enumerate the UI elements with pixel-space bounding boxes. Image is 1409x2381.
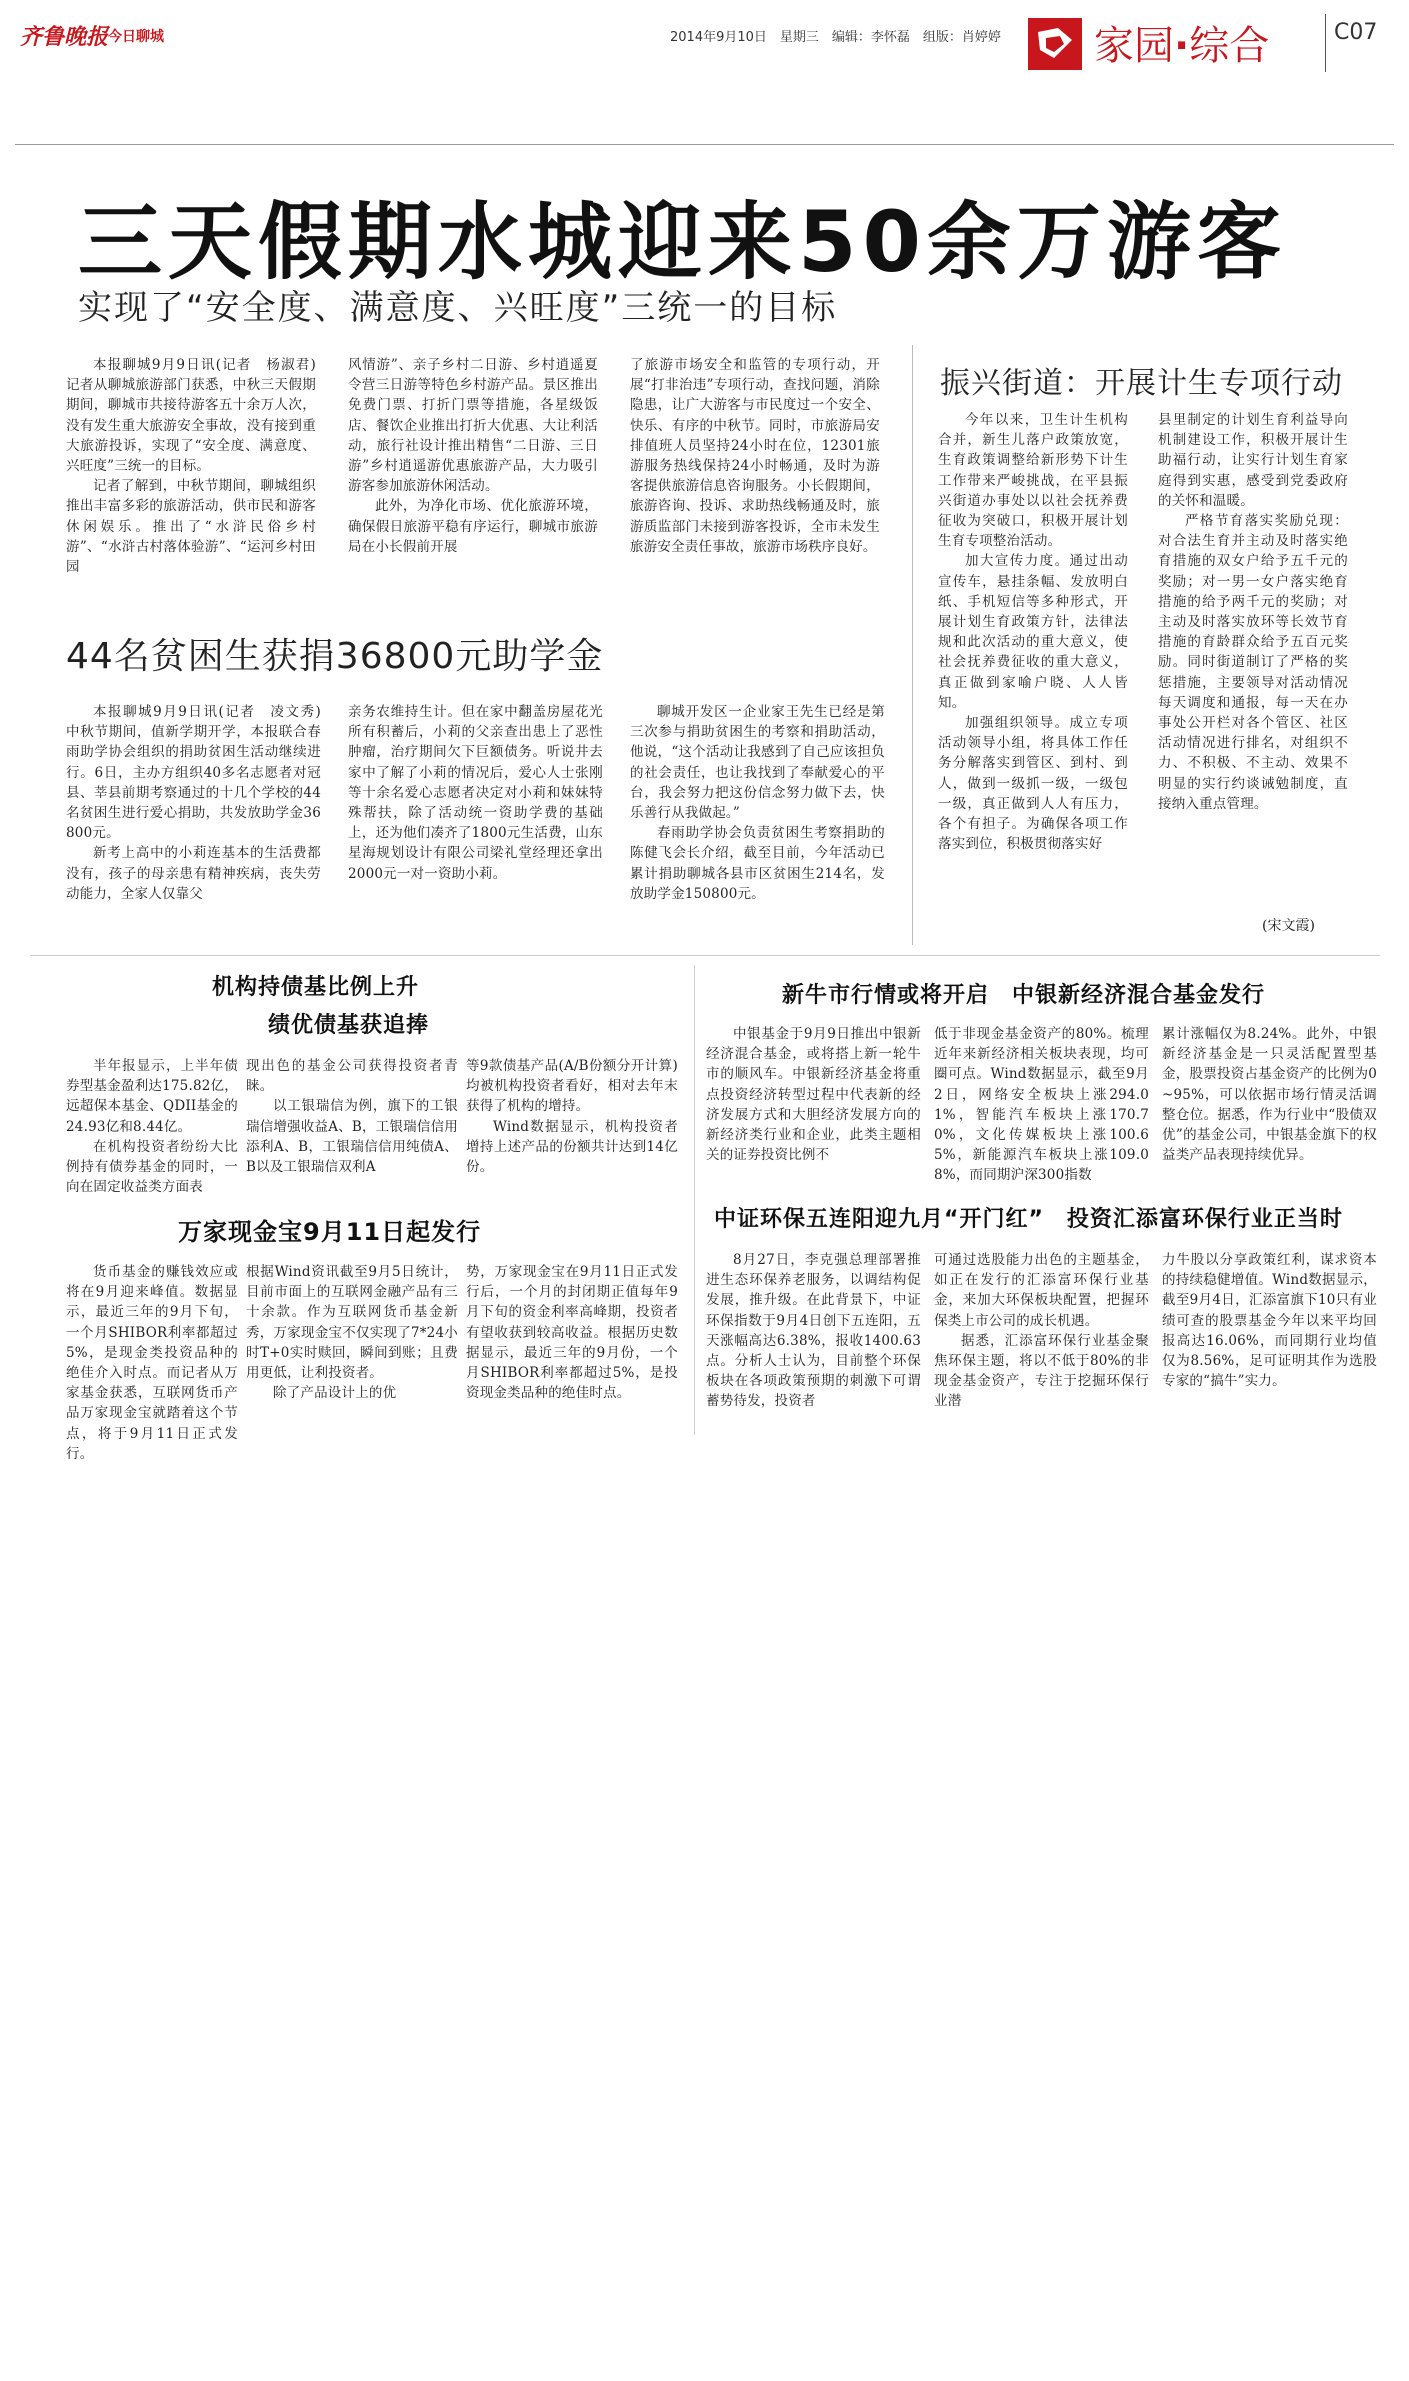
bonds-headline-1: 机构持债基比例上升 [212,975,420,1000]
boc-headline: 新牛市行情或将开启 中银新经济混合基金发行 [782,983,1266,1008]
page-number: C07 [1334,20,1378,45]
sidebar-credit: (宋文霞) [1262,918,1315,934]
lead-col-2: 风情游”、亲子乡村二日游、乡村逍遥夏令营三日游等特色乡村游产品。景区推出免费门票、打折门票等措施，各星级饭店、餐饮企业推出打折大优惠、大让利活动，旅行社设计推出精售“二日游、三日游”乡村逍遥游优惠旅游产品，大力吸引游客参加旅游休闲活动。 此外，为净化市场、优化旅游环境，确保假日旅游平稳有序运行，聊城市旅游局在小长假前开展 [348,357,598,555]
eco-col-3: 力牛股以分享政策红利，谋求资本的持续稳健增值。Wind数据显示，截至9月4日，汇添富旗下10只有业绩可查的股票基金今年以来平均回报高达16.06%，而同期行业均值仅为8.56%，足可证明其作为选股专家的“搞牛”实力。 [1162,1252,1377,1390]
lead-subheadline: 实现了“安全度、满意度、兴旺度”三统一的目标 [78,288,838,328]
poverty-headline: 44名贫困生获捐36800元助学金 [66,636,604,677]
date-info: 2014年9月10日 星期三 编辑：李怀磊 组版：肖婷婷 [670,30,1001,45]
eco-col-1: 8月27日，李克强总理部署推进生态环保养老服务，以调结构促发展，推升级。在此背景下，中证环保指数于9月4日创下五连阳，五天涨幅高达6.38%，报收1400.63点。分析人士认为，目前整个环保板块在各项政策预期的刺激下可谓蓄势待发，投资者 [706,1252,921,1410]
mid-rule [30,955,1380,956]
paper-logo: 齐鲁晚报 [20,24,109,50]
cash-headline: 万家现金宝9月11日起发行 [178,1218,482,1246]
cash-col-2: 根据Wind资讯截至9月5日统计，目前市面上的互联网金融产品有三十余款。作为互联网货币基金新秀，万家现金宝不仅实现了7*24小时T+0实时赎回，瞬间到账；且费用更低，让利投资者。 除了产品设计上的优 [246,1264,458,1402]
section-title: 家园·综合 [1094,23,1270,69]
sidebar-col-2: 县里制定的计划生育利益导向机制建设工作，积极开展计生助福行动，让实行计划生育家庭得到实惠，感受到党委政府的关怀和温暖。 严格节育落实奖励兑现：对合法生育并主动及时落实绝育措施的双女户给予五千元的奖励；对一男一女户落实绝育措施的给予两千元的奖励；对主动及时落实放环等长效节育措施的育龄群众给予五百元奖励。同时街道制订了严格的奖惩措施，主要领导对活动情况每天调度和通报，每一天在办事处公开栏对各个管区、社区活动情况进行排名，对组织不力、不积极、不主动、效果不明显的实行约谈诫勉制度，直接纳入重点管理。 [1158,412,1348,812]
lead-col-3: 了旅游市场安全和监管的专项行动，开展“打非治违”专项行动，查找问题，消除隐患，让广大游客与市民度过一个安全、快乐、有序的中秋节。同时，市旅游局安排值班人员坚持24小时在位，12301旅游服务热线保持24小时畅通，及时为游客提供旅游信息咨询服务。小长假期间，旅游咨询、投诉、求助热线畅通及时，旅游质监部门未接到游客投诉，全市未发生旅游安全责任事故，旅游市场秩序良好。 [630,357,880,555]
sidebar-col-1: 今年以来，卫生计生机构合并，新生儿落户政策放宽，生育政策调整给新形势下计生工作带来严峻挑战，在平县振兴街道办事处以以社会抚养费征收为突破口，积极开展计划生育专项整治活动。 加大宣传力度。通过出动宣传车，悬挂条幅、发放明白纸、手机短信等多种形式，开展计划生育政策方针，法律法规和此次活动的重大意义，使社会抚养费征收的重大意义，真正做到家喻户晓、人人皆知。 加强组织领导。成立专项活动领导小组，将具体工作任务分解落实到管区、到村、到人，做到一级抓一级，一级包一级，真正做到人人有压力，各个有担子。为确保各项工作落实到位，积极贯彻落实好 [938,412,1128,853]
red-folded-flag-icon [1028,18,1082,70]
lead-headline: 三天假期水城迎来50余万游客 [78,193,1287,291]
lead-col-1: 本报聊城9月9日讯(记者 杨淑君) 记者从聊城旅游部门获悉，中秋三天假期期间，聊城市共接待游客五十余万人次，没有发生重大旅游安全事故，没有接到重大旅游投诉，实现了“安全度、满意度、兴旺度”三统一的目标。 记者了解到，中秋节期间，聊城组织推出丰富多彩的旅游活动，供市民和游客休闲娱乐。推出了“水浒民俗乡村游”、“水浒古村落体验游”、“运河乡村田园 [66,357,330,576]
boc-col-3: 累计涨幅仅为8.24%。此外，中银新经济基金是一只灵活配置型基金，股票投资占基金资产的比例为0~95%，可以依据市场行情灵活调整仓位。据悉，作为行业中“股债双优”的基金公司，中银基金旗下的权益类产品表现持续优异。 [1162,1026,1377,1164]
boc-col-1: 中银基金于9月9日推出中银新经济混合基金，或将搭上新一轮牛市的顺风车。中银新经济基金将重点投资经济转型过程中代表新的经济发展方式和大胆经济发展方向的新经济类行业和企业，此类主题相关的证券投资比例不 [706,1026,921,1164]
cash-col-3: 势，万家现金宝在9月11日正式发行后，一个月的封闭期正值每年9月下旬的资金利率高峰期，投资者有望收获到较高收益。根据历史数据显示，最近三年的9月份，一个月SHIBOR利率都超过5%，是投资现金类品种的绝佳时点。 [466,1264,678,1402]
edition-name: 今日聊城 [108,29,164,45]
poverty-col-1: 本报聊城9月9日讯(记者 凌文秀) 中秋节期间，值新学期开学，本报联合春雨助学协会组织的捐助贫困生活动继续进行。6日，主办方组织40多名志愿者对冠县、莘县前期考察通过的十几个学校的44名贫困生进行爱心捐助，共发放助学金36800元。 新考上高中的小莉连基本的生活费都没有，孩子的母亲患有精神疾病，丧失劳动能力，全家人仅靠父 [66,704,335,902]
sidebar-divider [912,345,913,945]
poverty-col-3: 聊城开发区一企业家王先生已经是第三次参与捐助贫困生的考察和捐助活动，他说，“这个活动让我感到了自己应该担负的社会责任，也让我找到了奉献爱心的平台，我会努力把这份信念努力做下去，快乐善行从我做起。” 春雨助学协会负责贫困生考察捐助的陈健飞会长介绍，截至目前，今年活动已累计捐助聊城各县市区贫困生214名，发放助学金150800元。 [630,704,885,902]
bonds-col-1: 半年报显示，上半年债券型基金盈利达175.82亿，远超保本基金、QDII基金的24.93亿和8.44亿。 在机构投资者纷纷大比例持有债券基金的同时，一向在固定收益类方面表 [66,1058,238,1196]
sidebar-headline: 振兴街道：开展计生专项行动 [940,366,1343,401]
finance-divider [694,965,695,1435]
bonds-col-3: 等9款债基产品(A/B份额分开计算)均被机构投资者看好，相对去年末获得了机构的增持。 Wind数据显示，机构投资者增持上述产品的份额共计达到14亿份。 [466,1058,678,1176]
bonds-col-2: 现出色的基金公司获得投资者青睐。 以工银瑞信为例，旗下的工银瑞信增强收益A、B，工银瑞信信用添利A、B，工银瑞信信用纯债A、B以及工银瑞信双利A [246,1058,458,1176]
cash-col-1: 货币基金的赚钱效应或将在9月迎来峰值。数据显示，最近三年的9月下旬，一个月SHIBOR利率都超过5%，是现金类投资品种的绝佳介入时点。而记者从万家基金获悉，互联网货币产品万家现金宝就踏着这个节点，将于9月11日正式发行。 [66,1264,238,1462]
poverty-col-2: 亲务农维持生计。但在家中翻盖房屋花光所有积蓄后，小莉的父亲查出患上了恶性肿瘤，治疗期间欠下巨额债务。听说井去家中了解了小莉的情况后，爱心人士张刚等十余名爱心志愿者决定对小莉和妹妹特殊帮扶，除了活动统一资助学费的基础上，还为他们凑齐了1800元生活费，山东星海规划设计有限公司梁礼堂经理还拿出2000元一对一资助小莉。 [348,704,603,882]
boc-col-2: 低于非现金基金资产的80%。梳理近年来新经济相关板块表现，均可圈可点。Wind数据显示，截至9月2日，网络安全板块上涨294.01%，智能汽车板块上涨170.70%，文化传媒板块上涨100.65%，新能源汽车板块上涨109.08%，而同期沪深300指数 [934,1026,1149,1184]
bonds-headline-2: 绩优债基获追捧 [268,1013,430,1038]
masthead-rule [15,144,1394,145]
header-divider [1325,14,1326,72]
eco-headline: 中证环保五连阳迎九月“开门红” 投资汇添富环保行业正当时 [714,1207,1343,1232]
eco-col-2: 可通过选股能力出色的主题基金，如正在发行的汇添富环保行业基金，来加大环保板块配置，把握环保类上市公司的成长机遇。 据悉，汇添富环保行业基金聚焦环保主题，将以不低于80%的非现金基金资产，专注于挖掘环保行业潜 [934,1252,1149,1410]
